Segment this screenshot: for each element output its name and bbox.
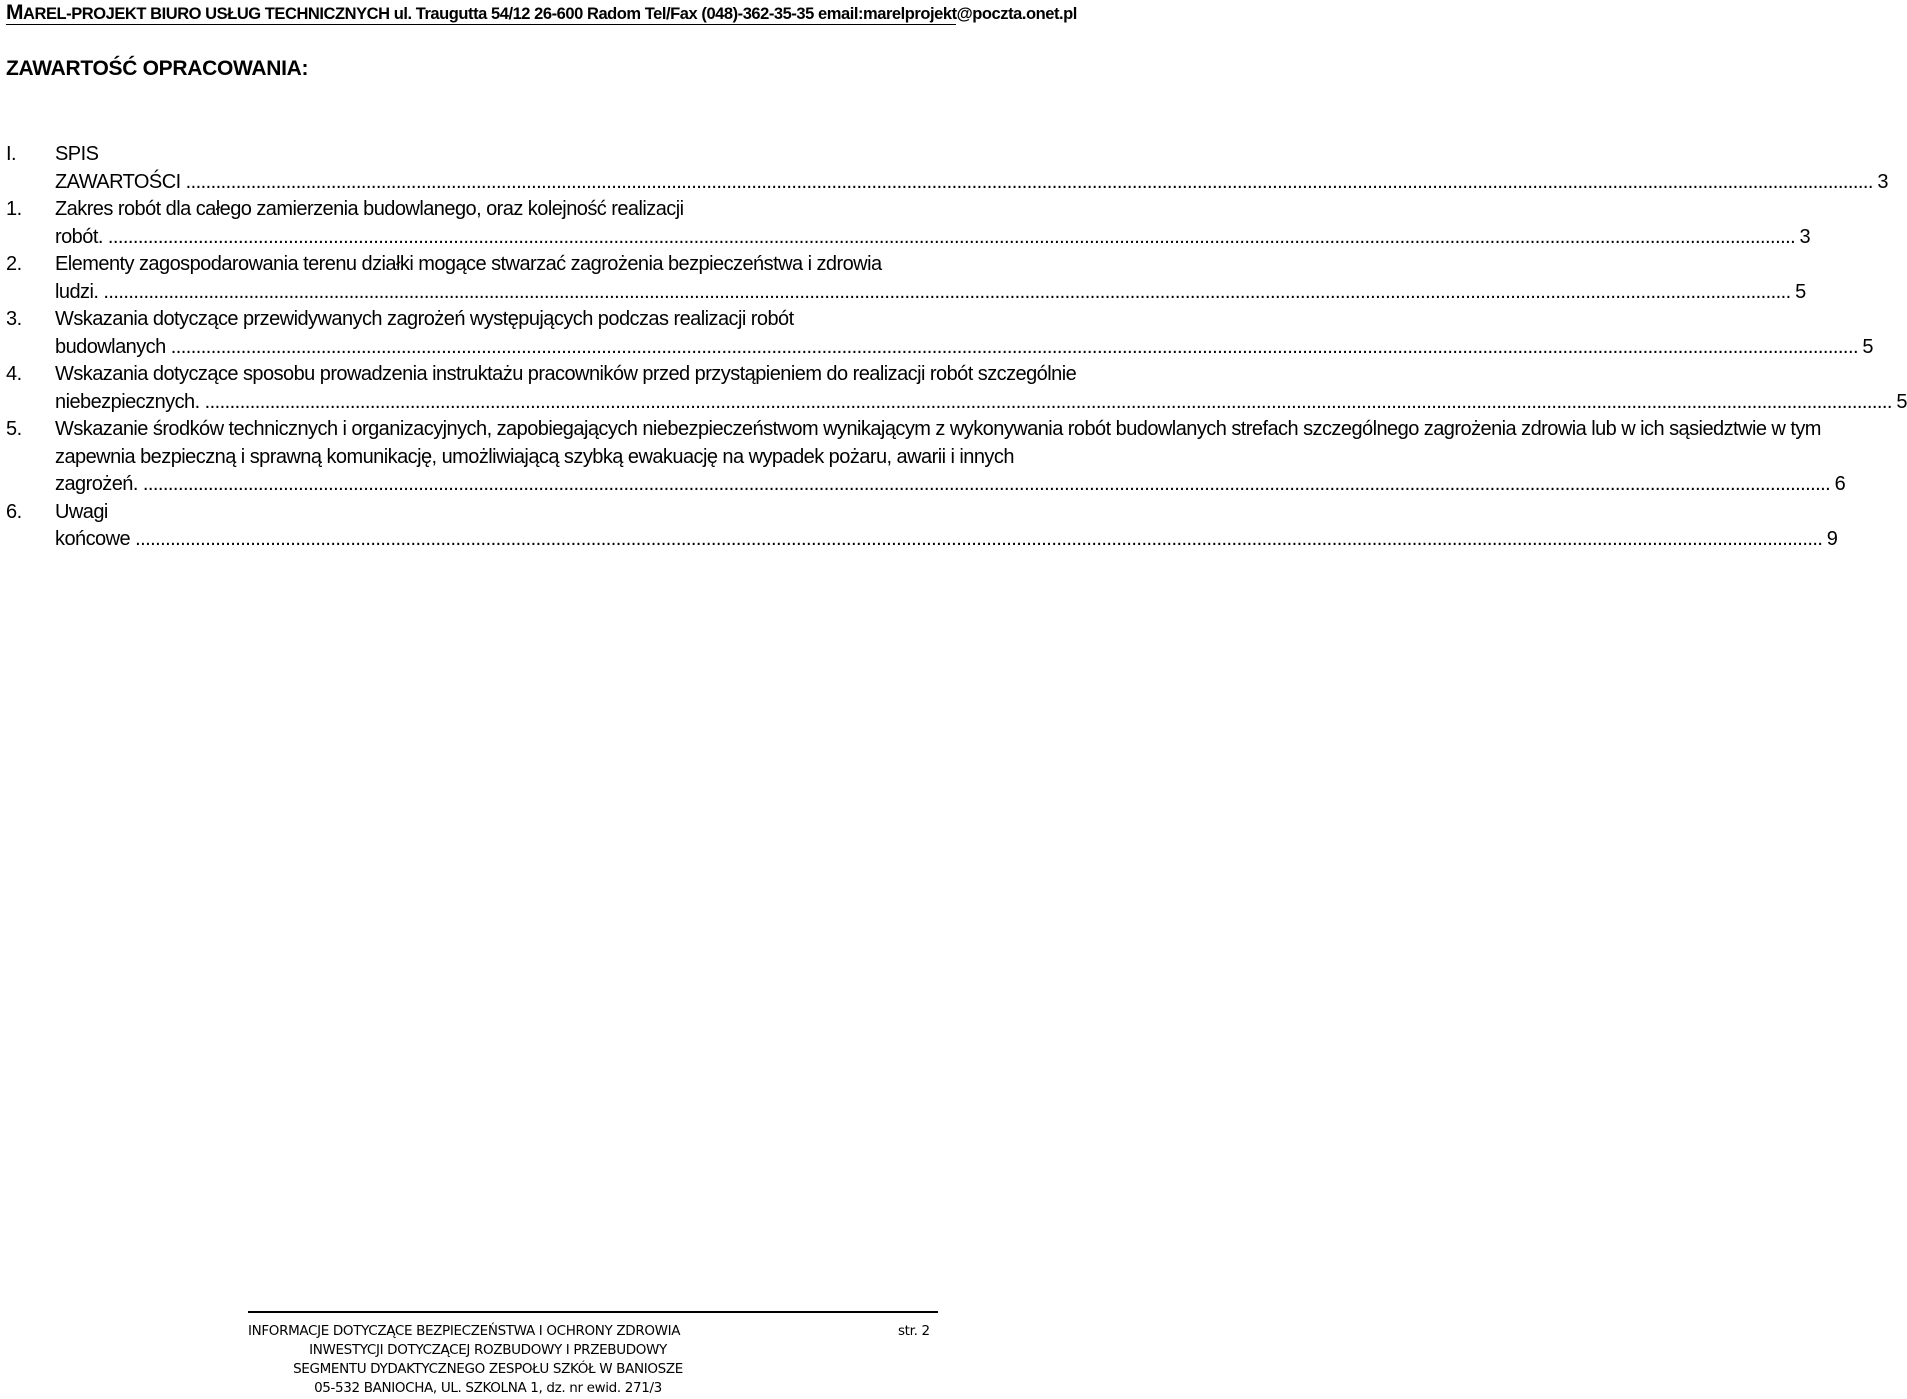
toc-entry-body <box>55 306 1873 361</box>
document-footer <box>248 1322 938 1398</box>
toc-entry-body <box>55 196 1810 251</box>
toc-entry-3[interactable] <box>6 306 1873 361</box>
toc-entry-body <box>55 499 1837 554</box>
table-of-contents <box>6 196 1907 554</box>
toc-entry-number: 5. <box>6 418 22 440</box>
toc-entry-number: 6. <box>6 500 22 523</box>
toc-entry-body <box>55 361 1907 416</box>
toc-entry-number: 4. <box>6 363 22 385</box>
toc-entry-page: 9 <box>1822 526 1838 554</box>
toc-entry-number: 3. <box>6 308 22 330</box>
toc-entry-page: 6 <box>1830 471 1846 499</box>
header-divider <box>6 24 956 25</box>
footer-line: SEGMENTU DYDAKTYCZNEGO ZESPOŁU SZKÓŁ W BANIOSZE <box>293 1361 683 1377</box>
toc-entry-title: Uwagi końcowe ..... <box>55 501 1837 551</box>
toc-entry-title: Wskazania dotyczące przewidywanych zagrożeń występujących podczas realizacji robót budowlanych ..... <box>55 308 1873 358</box>
toc-entry-title: Wskazania dotyczące sposobu prowadzenia instruktażu pracowników przed przystąpieniem do realizacji robót szczególnie niebezpiecznych. ..... <box>55 363 1907 413</box>
header-company-info: AREL-PROJEKT BIURO USŁUG TECHNICZNYCH ul. Traugutta 54/12 26-600 Radom Tel/Fax (048)-362-35-35 email:marelprojekt@poczta.onet.pl <box>23 5 1077 23</box>
toc-entry-number: 2. <box>6 253 22 275</box>
toc-entry-4[interactable] <box>6 361 1907 416</box>
toc-entry-title: Zakres robót dla całego zamierzenia budowlanego, oraz kolejność realizacji robót. ..... <box>55 198 1810 248</box>
footer-line <box>248 1322 930 1341</box>
toc-entry-page: 3 <box>1795 224 1811 252</box>
toc-entry-page: 5 <box>1891 389 1907 417</box>
toc-entry-page: 3 <box>1872 169 1888 197</box>
toc-entry-page: 5 <box>1857 334 1873 362</box>
toc-entry-number: 1. <box>6 198 22 220</box>
toc-entry-body <box>55 141 1888 196</box>
toc-entry-body <box>55 251 1806 306</box>
toc-entry-1[interactable] <box>6 196 1811 251</box>
toc-entry-title: Wskazanie środków technicznych i organizacyjnych, zapobiegających niebezpieczeństwom wynikającym z wykonywania robót budowlanych strefach szczególnego zagrożenia zdrowia lub w ich sąsiedztwie w tym zapewnia bezpieczną i sprawną komunikację, umożliwiającą szybką ewakuację na wypadek pożaru, awarii i innych zagrożeń. ..... <box>55 418 1845 495</box>
footer-line: 05-532 BANIOCHA, UL. SZKOLNA 1, dz. nr ewid. 271/3 <box>314 1380 662 1396</box>
toc-entry-title: Elementy zagospodarowania terenu działki mogące stwarzać zagrożenia bezpieczeństwa i zdrowia ludzi. ..... <box>55 253 1806 303</box>
footer-divider <box>248 1311 938 1313</box>
document-header <box>6 1 1077 25</box>
toc-entry-spis-zawartosci[interactable] <box>6 141 1888 196</box>
footer-line: INWESTYCJI DOTYCZĄCEJ ROZBUDOWY I PRZEBUDOWY <box>309 1342 667 1358</box>
toc-entry-6[interactable] <box>6 499 1838 554</box>
toc-entry-body <box>55 416 1845 499</box>
header-initial: M <box>6 1 24 24</box>
toc-entry-title: SPIS ZAWARTOŚCI ..... <box>55 143 1888 193</box>
toc-entry-page: 5 <box>1790 279 1806 307</box>
toc-top-entry-block <box>6 141 1888 196</box>
footer-title: INFORMACJE DOTYCZĄCE BEZPIECZEŃSTWA I OCHRONY ZDROWIA <box>248 1323 681 1339</box>
toc-entry-5[interactable] <box>6 416 1846 499</box>
footer-page-number: str. 2 <box>898 1323 930 1339</box>
toc-entry-number: I. <box>6 143 17 165</box>
section-title: ZAWARTOŚĆ OPRACOWANIA: <box>6 57 309 80</box>
toc-entry-2[interactable] <box>6 251 1806 306</box>
